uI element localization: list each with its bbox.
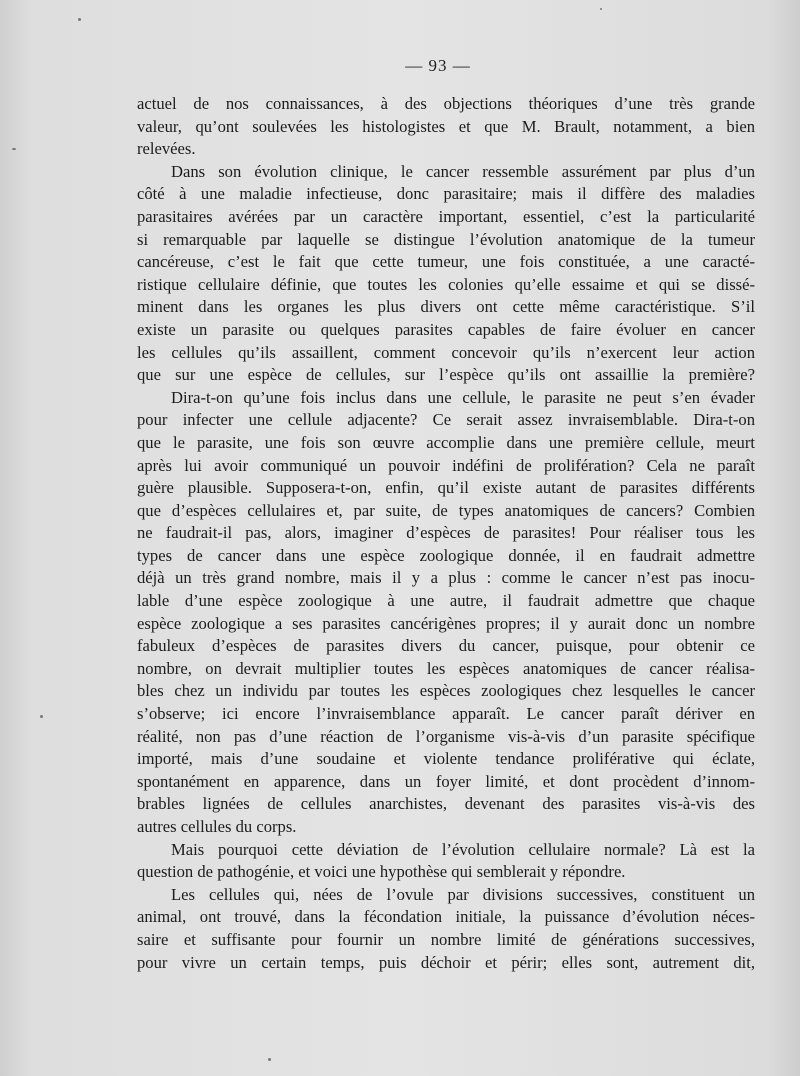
text-line: autres cellules du corps. [137, 817, 297, 836]
text-line: que d’espèces cellulaires et, par suite, de types anatomiques de cancers? Combien [137, 500, 755, 520]
text-line: si remarquable par laquelle se distingue l’évolution anatomique de la tumeur [137, 229, 755, 249]
text-line: espèce zoologique a ses parasites cancérigènes propres; il y aurait donc un nombre [137, 613, 755, 633]
paragraph-block [137, 93, 755, 974]
text-line: ristique cellulaire définie, que toutes les colonies qu’elle essaime et qui se dissé- [137, 274, 755, 294]
text-line: parasitaires avérées par un caractère important, essentiel, c’est la particularité [137, 206, 755, 226]
text-line: pour vivre un certain temps, puis déchoir et périr; elles sont, autrement dit, [137, 952, 755, 972]
text-line: bles chez un individu par toutes les espèces zoologiques chez lesquelles le cancer [137, 681, 755, 701]
text-line: après lui avoir communiqué un pouvoir indéfini de prolifération? Cela ne paraît [137, 455, 755, 475]
text-line: actuel de nos connaissances, à des objections théoriques d’une très grande [137, 94, 755, 113]
text-line: côté à une maladie infectieuse, donc parasitaire; mais il diffère des maladies [137, 184, 755, 204]
text-line: les cellules qu’ils assaillent, comment concevoir qu’ils n’exercent leur action [137, 342, 755, 362]
text-line: Dira-t-on qu’une fois inclus dans une cellule, le parasite ne peut s’en évader [171, 387, 755, 407]
scan-speck [12, 148, 16, 150]
text-line: pour infecter une cellule adjacente? Ce serait assez invraisemblable. Dira-t-on [137, 410, 755, 430]
text-line: Mais pourquoi cette déviation de l’évolution cellulaire normale? Là est la [171, 839, 755, 859]
text-line: réalité, non pas d’une réaction de l’organisme vis-à-vis d’un parasite spécifique [137, 726, 755, 746]
text-line: que sur une espèce de cellules, sur l’espèce qu’ils ont assaillie la première? [137, 365, 755, 385]
text-line: cancéreuse, c’est le fait que cette tumeur, une fois constituée, a une caracté- [137, 252, 755, 272]
text-line: animal, ont trouvé, dans la fécondation initiale, la puissance d’évolution néces- [137, 907, 755, 927]
text-line: Les cellules qui, nées de l’ovule par divisions successives, constituent un [171, 884, 755, 904]
text-line: types de cancer dans une espèce zoologique donnée, il en faudrait admettre [137, 545, 755, 565]
text-line: importé, mais d’une soudaine et violente tendance proliférative qui éclate, [137, 749, 755, 769]
text-line: question de pathogénie, et voici une hypothèse qui semblerait y répondre. [137, 862, 626, 882]
text-line: relevées. [137, 139, 196, 159]
scan-speck [268, 1058, 271, 1061]
text-line: brables lignées de cellules anarchistes, devenant des parasites vis-à-vis des [137, 794, 755, 814]
scan-speck [600, 8, 602, 10]
scan-speck [40, 715, 43, 718]
body-text [137, 93, 755, 974]
text-line: lable d’une espèce zoologique à une autre, il faudrait admettre que chaque [137, 591, 755, 611]
text-line: nombre, on devrait multiplier toutes les espèces anatomiques de cancer réalisa- [137, 658, 755, 678]
text-line: ne faudrait-il pas, alors, imaginer d’espèces de parasites! Pour réaliser tous les [137, 523, 755, 543]
text-line: s’observe; ici encore l’invraisemblance apparaît. Le cancer paraît dériver en [137, 704, 755, 724]
text-line: valeur, qu’ont soulevées les histologistes et que M. Brault, notamment, a bien [137, 116, 755, 136]
text-line: existe un parasite ou quelques parasites capables de faire évoluer en cancer [137, 319, 755, 339]
text-line: spontanément en apparence, dans un foyer limité, et dont procèdent d’innom- [137, 771, 755, 791]
text-line: minent dans les organes les plus divers ont cette même caractéristique. S’il [137, 297, 755, 317]
text-line: Dans son évolution clinique, le cancer ressemble assurément par plus d’un [171, 161, 755, 181]
scan-speck [78, 18, 81, 21]
text-line: que le parasite, une fois son œuvre accomplie dans une première cellule, meurt [137, 432, 755, 452]
text-line: déjà un très grand nombre, mais il y a plus : comme le cancer n’est pas inocu- [137, 568, 755, 588]
text-line: guère plausible. Supposera-t-on, enfin, qu’il existe autant de parasites différents [137, 478, 755, 498]
text-line: saire et suffisante pour fournir un nombre limité de générations successives, [137, 929, 755, 949]
page-number: — 93 — [405, 56, 471, 75]
text-line: fabuleux d’espèces de parasites divers du cancer, puisque, pour obtenir ce [137, 636, 755, 656]
